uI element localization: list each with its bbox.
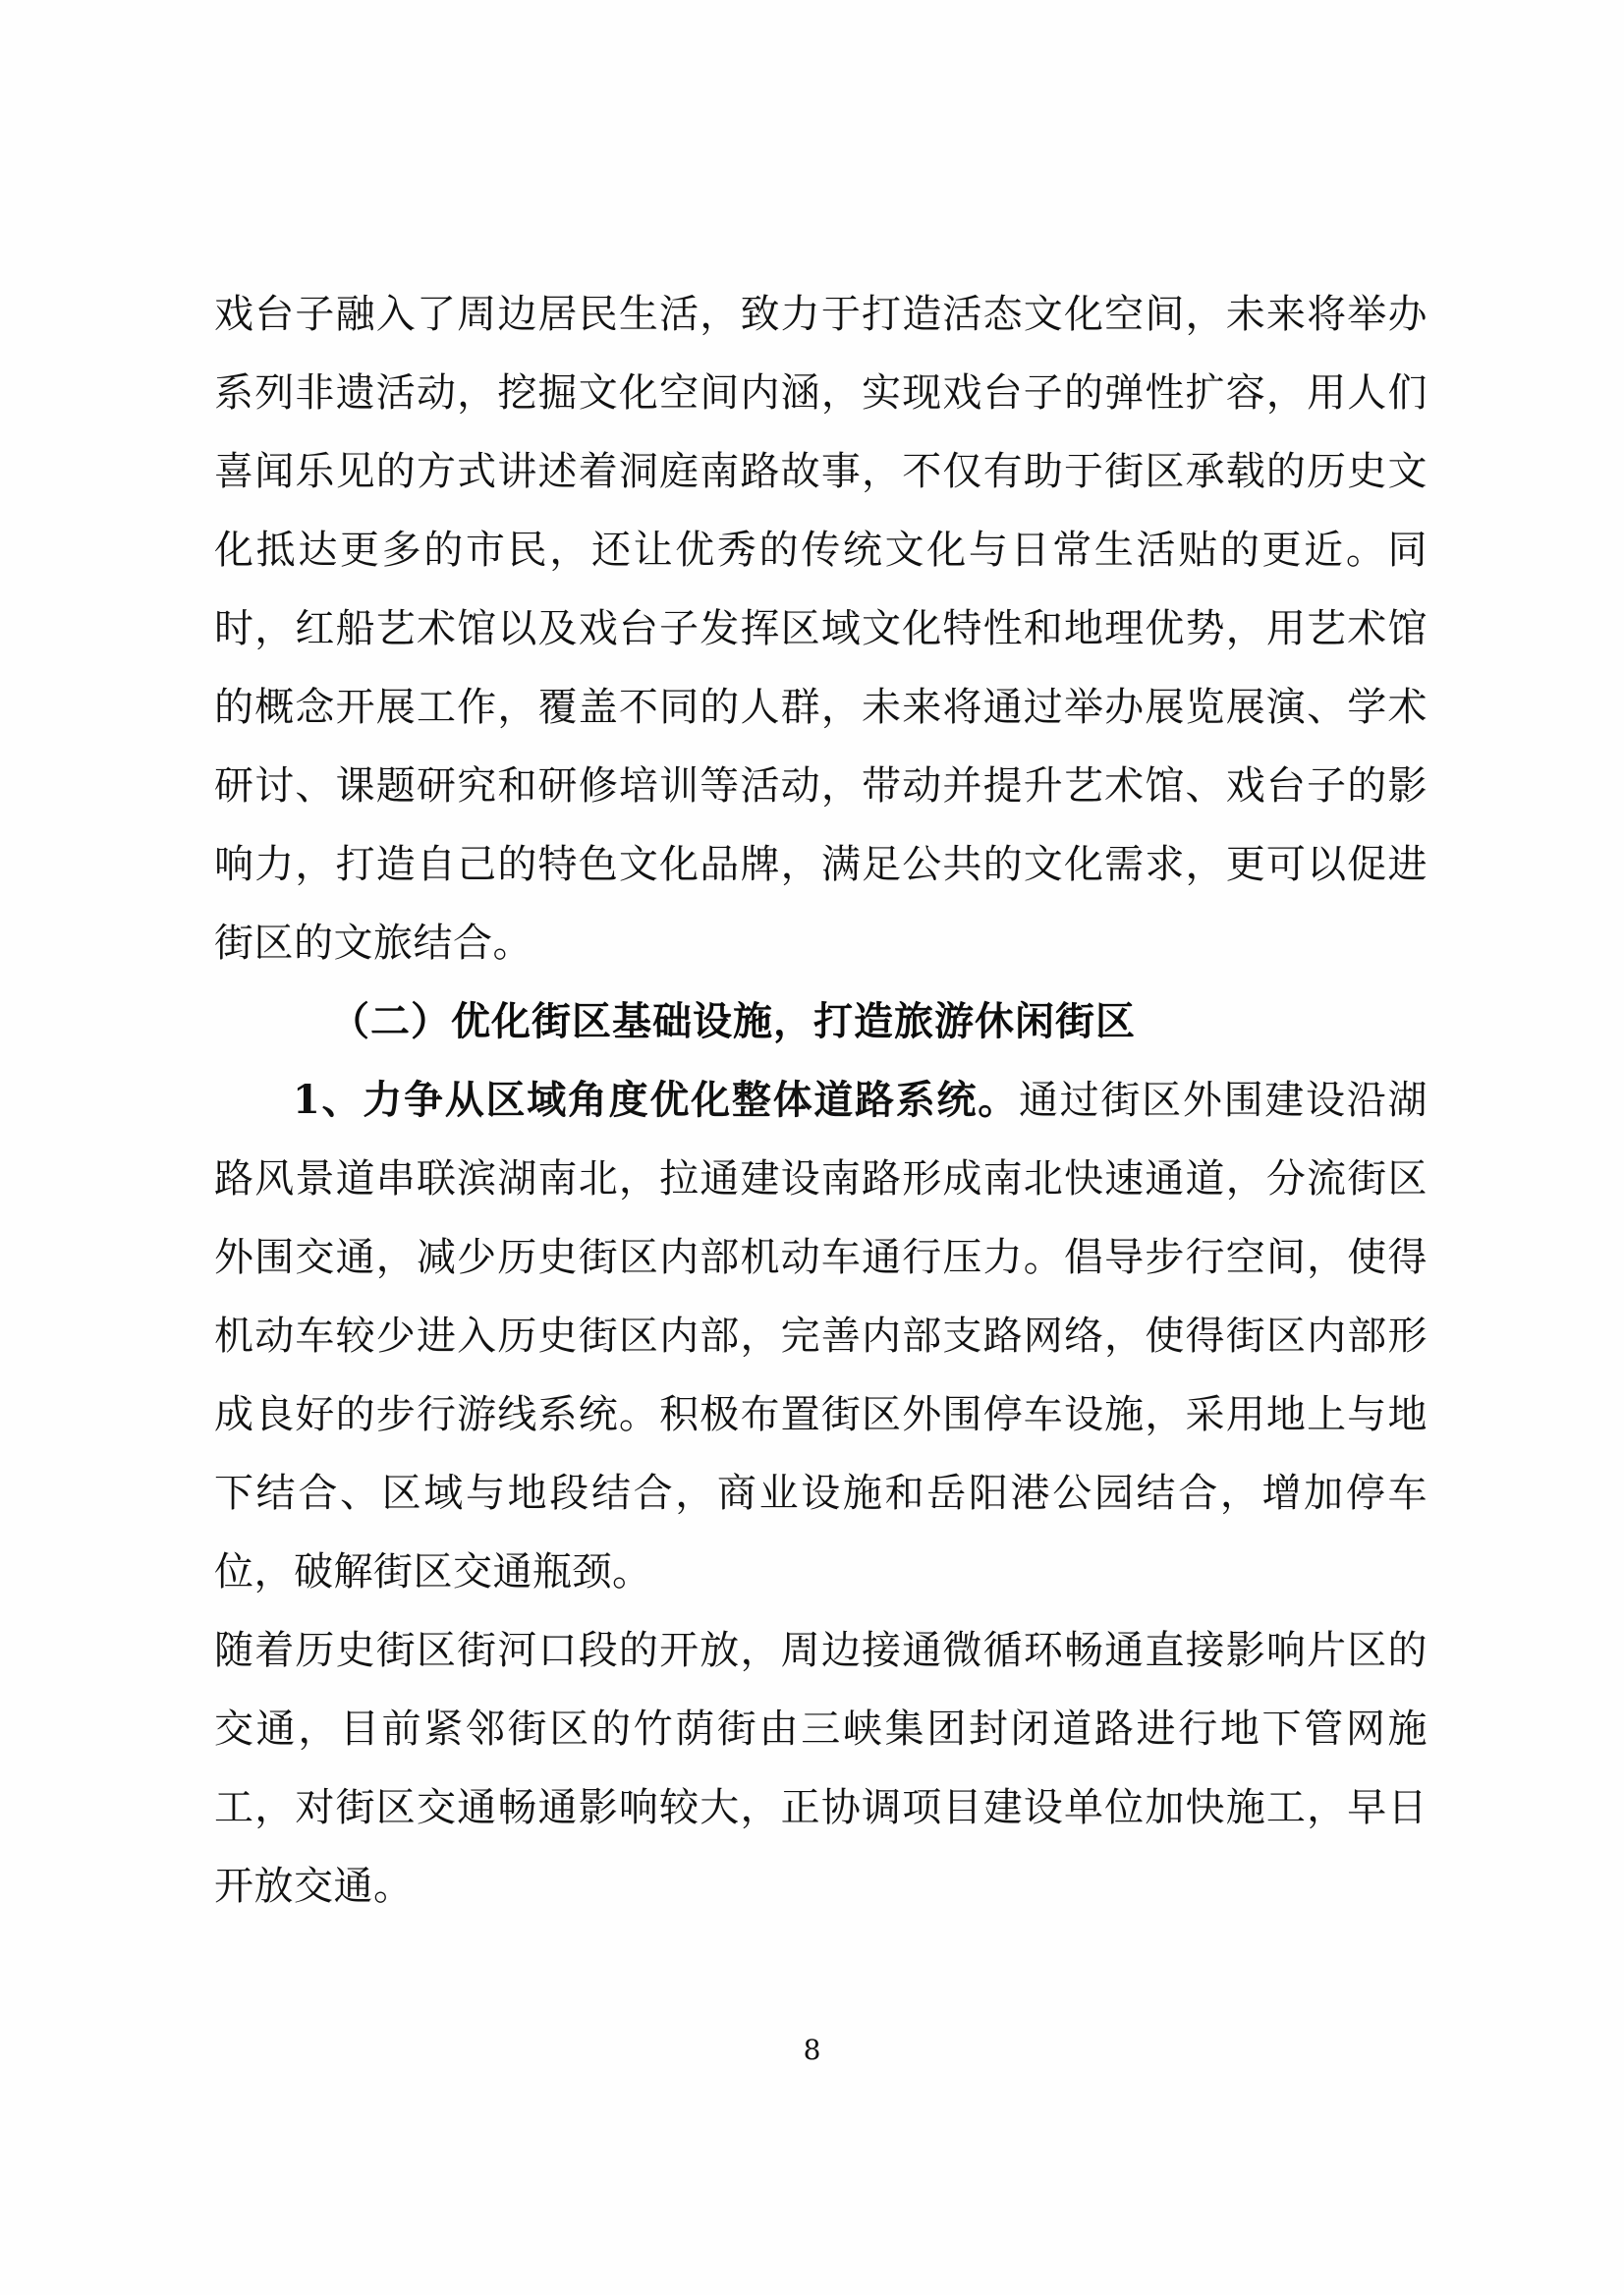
paragraph-2-body: 通过街区外围建设沿湖路风景道串联滨湖南北，拉通建设南路形成南北快速通道，分流街区外围交通，减少历史街区内部机动车通行压力。倡导步行空间，使得机动车较少进入历史街区内部，完善内部支路网络，使得街区内部形成良好的步行游线系统。积极布置街区外围停车设施，采用地上与地下结合、区域与地段结合，商业设施和岳阳港公园结合，增加停车位，破解街区交通瓶颈。 (214, 1078, 1428, 1595)
document-body (214, 275, 1428, 1926)
paragraph-3: 随着历史街区街河口段的开放，周边接通微循环畅通直接影响片区的交通，目前紧邻街区的竹荫街由三峡集团封闭道路进行地下管网施工，对街区交通畅通影响较大，正协调项目建设单位加快施工，早日开放交通。 (214, 1628, 1428, 1909)
page-number: 8 (803, 2034, 821, 2066)
paragraph-2-lead: 1、力争从区域角度优化整体道路系统。 (293, 1077, 1019, 1123)
section-heading: （二）优化街区基础设施，打造旅游休闲街区 (330, 998, 1136, 1044)
paragraph-1: 戏台子融入了周边居民生活，致力于打造活态文化空间，未来将举办系列非遗活动，挖掘文化空间内涵，实现戏台子的弹性扩容，用人们喜闻乐见的方式讲述着洞庭南路故事，不仅有助于街区承载的历史文化抵达更多的市民，还让优秀的传统文化与日常生活贴的更近。同时，红船艺术馆以及戏台子发挥区域文化特性和地理优势，用艺术馆的概念开展工作，覆盖不同的人群，未来将通过举办展览展演、学术研讨、课题研究和研修培训等活动，带动并提升艺术馆、戏台子的影响力，打造自己的特色文化品牌，满足公共的文化需求，更可以促进街区的文旅结合。 (214, 292, 1428, 966)
paragraph-2 (214, 1061, 1428, 1611)
